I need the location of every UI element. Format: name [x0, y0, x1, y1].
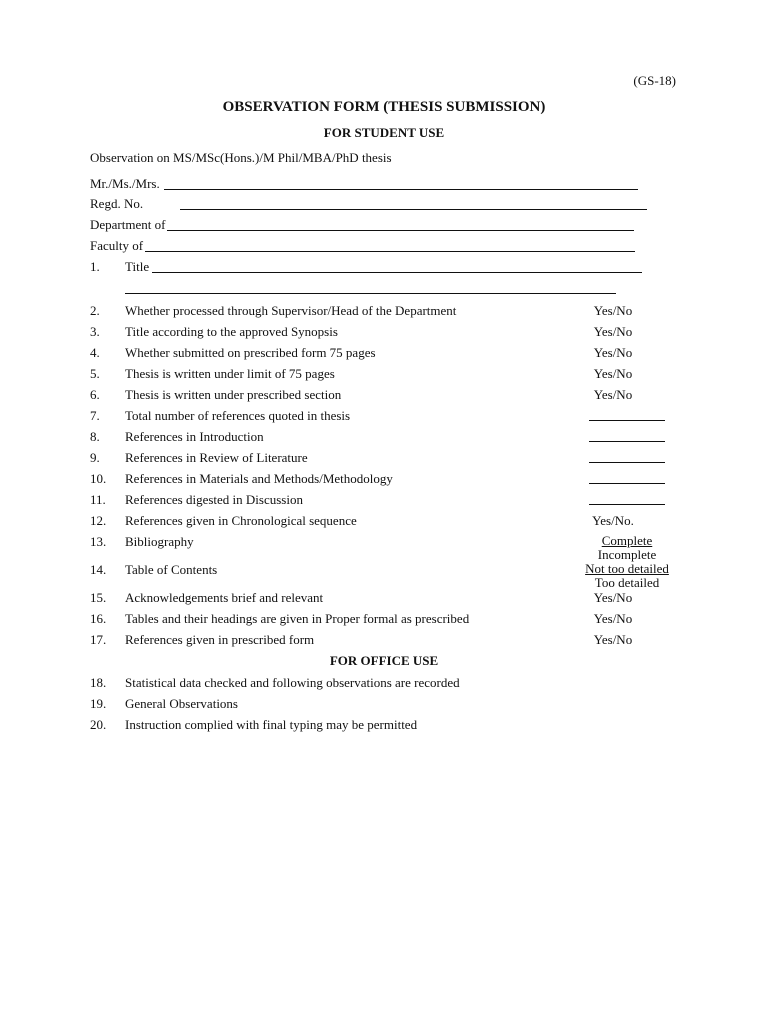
item-number: 10. [90, 471, 107, 486]
item-number: 12. [90, 513, 107, 528]
yes-no-answer[interactable]: Yes/No [593, 303, 633, 318]
item-text: Statistical data checked and following observations are recorded [125, 675, 460, 690]
item-text: References given in prescribed form [125, 632, 315, 647]
item-number: 20. [90, 717, 107, 732]
item-text: References digested in Discussion [125, 492, 303, 507]
faculty-line[interactable] [145, 251, 635, 252]
item-text: Title according to the approved Synopsis [125, 324, 338, 339]
contents-option-not-too-detailed[interactable]: Not too detailed [585, 561, 669, 576]
form-title: OBSERVATION FORM (THESIS SUBMISSION) [222, 99, 546, 115]
yes-no-answer[interactable]: Yes/No [593, 611, 633, 626]
count-blank[interactable] [589, 483, 665, 484]
item-text: General Observations [125, 696, 238, 711]
item-number: 14. [90, 562, 107, 577]
contents-option-too-detailed[interactable]: Too detailed [594, 575, 660, 590]
item-number: 16. [90, 611, 107, 626]
item-number: 1. [90, 259, 100, 274]
department-label: Department of [90, 217, 166, 232]
count-blank[interactable] [589, 441, 665, 442]
yes-no-answer[interactable]: Yes/No. [592, 513, 634, 528]
item-number: 3. [90, 324, 100, 339]
item-text: References in Review of Literature [125, 450, 308, 465]
item-text: Whether submitted on prescribed form 75 pages [125, 345, 376, 360]
faculty-label: Faculty of [90, 238, 144, 253]
item-number: 2. [90, 303, 100, 318]
yes-no-answer[interactable]: Yes/No [593, 324, 633, 339]
item-number: 19. [90, 696, 107, 711]
item-text: Table of Contents [125, 562, 218, 577]
regd-line[interactable] [180, 209, 647, 210]
bibliography-option-incomplete[interactable]: Incomplete [597, 547, 657, 562]
regd-field [90, 196, 647, 212]
office-section-heading: FOR OFFICE USE [329, 653, 439, 668]
item-text: Thesis is written under limit of 75 pages [125, 366, 335, 381]
title-line[interactable] [152, 272, 642, 273]
item-text: Bibliography [125, 534, 194, 549]
count-blank[interactable] [589, 462, 665, 463]
title-line-2[interactable] [125, 293, 616, 294]
yes-no-answer[interactable]: Yes/No [593, 590, 633, 605]
count-blank[interactable] [589, 504, 665, 505]
item-text: References in Introduction [125, 429, 264, 444]
name-line[interactable] [164, 189, 638, 190]
regd-label: Regd. No. [90, 196, 144, 211]
item-text: Title [125, 259, 150, 274]
item-number: 8. [90, 429, 100, 444]
item-number: 5. [90, 366, 100, 381]
yes-no-answer[interactable]: Yes/No [593, 387, 633, 402]
item-text: Instruction complied with final typing may be permitted [125, 717, 418, 732]
student-section-heading: FOR STUDENT USE [323, 125, 445, 140]
item-number: 6. [90, 387, 100, 402]
intro-text: Observation on MS/MSc(Hons.)/M Phil/MBA/PhD thesis [90, 150, 392, 165]
name-field [90, 176, 638, 192]
item-text: Thesis is written under prescribed section [125, 387, 342, 402]
item-number: 17. [90, 632, 107, 647]
item-text: References given in Chronological sequence [125, 513, 357, 528]
item-number: 18. [90, 675, 107, 690]
name-label: Mr./Ms./Mrs. [90, 176, 160, 191]
item-number: 9. [90, 450, 100, 465]
yes-no-answer[interactable]: Yes/No [593, 366, 633, 381]
bibliography-option-complete[interactable]: Complete [601, 533, 653, 548]
item-number: 15. [90, 590, 107, 605]
count-blank[interactable] [589, 420, 665, 421]
item-text: Total number of references quoted in thesis [125, 408, 351, 423]
item-number: 13. [90, 534, 107, 549]
item-text: References in Materials and Methods/Methodology [125, 471, 393, 486]
department-field [90, 217, 634, 233]
item-1 [90, 259, 642, 275]
department-line[interactable] [167, 230, 634, 231]
form-code: (GS-18) [633, 73, 676, 88]
item-text: Tables and their headings are given in Proper formal as prescribed [125, 611, 470, 626]
item-number: 7. [90, 408, 100, 423]
yes-no-answer[interactable]: Yes/No [593, 345, 633, 360]
item-text: Whether processed through Supervisor/Head of the Department [125, 303, 457, 318]
yes-no-answer[interactable]: Yes/No [593, 632, 633, 647]
faculty-field [90, 238, 635, 254]
item-number: 4. [90, 345, 100, 360]
item-text: Acknowledgements brief and relevant [125, 590, 324, 605]
item-number: 11. [90, 492, 106, 507]
